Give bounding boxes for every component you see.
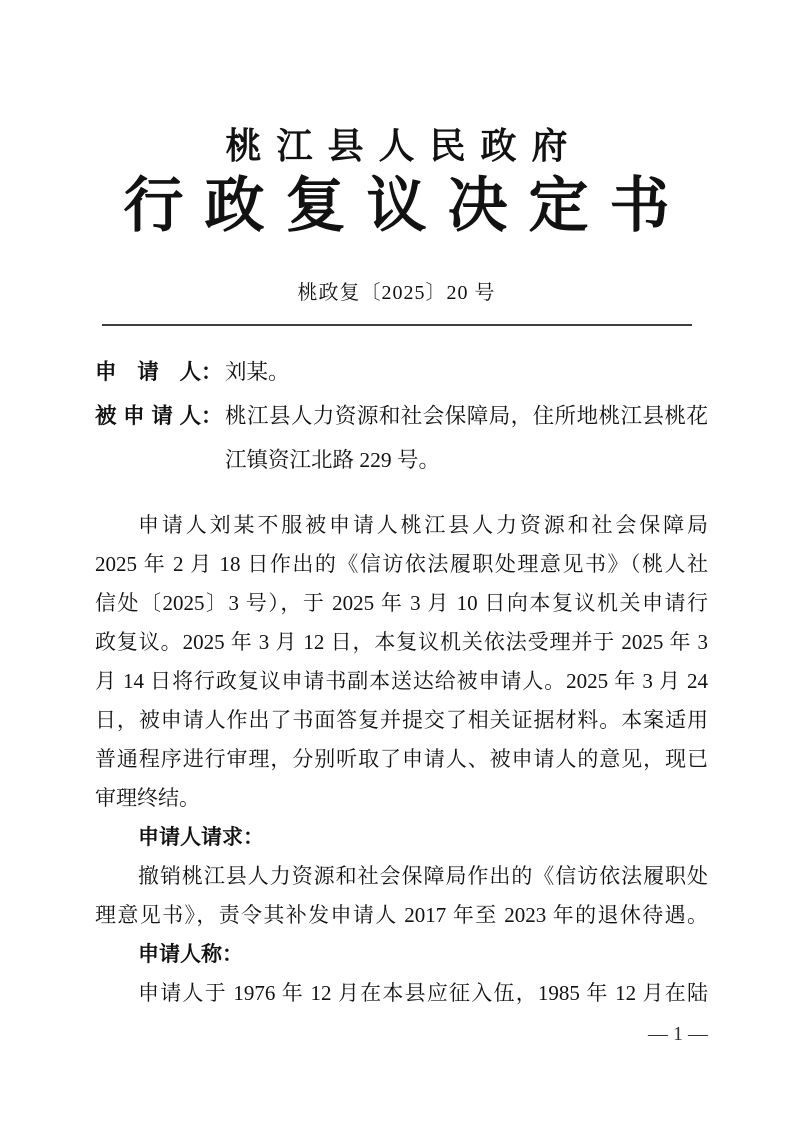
body-line: 月 14 日将行政复议申请书副本送达给被申请人。2025 年 3 月 24 <box>95 669 708 693</box>
body-line: 申请人于 1976 年 12 月在本县应征入伍，1985 年 12 月在陆 <box>138 981 708 1005</box>
section-heading-request: 申请人请求： <box>138 826 264 849</box>
issuing-authority-title: 桃江县人民政府 <box>225 126 583 166</box>
respondent-row <box>95 394 708 482</box>
parties-section <box>95 350 708 482</box>
respondent-value <box>225 394 708 482</box>
respondent-label-text: 被申请人 <box>95 404 201 428</box>
applicant-row <box>95 350 708 394</box>
respondent-address-line: 江镇资江北路 229 号。 <box>225 448 441 472</box>
body-line: 申请人刘某不服被申请人桃江县人力资源和社会保障局 <box>138 513 708 537</box>
body-line: 2025 年 2 月 18 日作出的《信访依法履职处理意见书》（桃人社 <box>95 552 708 576</box>
applicant-label-colon: ： <box>201 360 223 384</box>
body-line: 理意见书》，责令其补发申请人 2017 年至 2023 年的退休待遇。 <box>95 903 708 927</box>
body-section <box>95 506 708 1013</box>
document-title: 行政复议决定书 <box>123 172 691 239</box>
body-line: 审理终结。 <box>95 786 200 810</box>
body-line: 普通程序进行审理，分别听取了申请人、被申请人的意见，现已 <box>95 747 708 771</box>
body-line: 政复议。2025 年 3 月 12 日，本复议机关依法受理并于 2025 年 3 <box>95 630 708 654</box>
body-line: 日，被申请人作出了书面答复并提交了相关证据材料。本案适用 <box>95 708 708 732</box>
applicant-label <box>95 350 225 394</box>
body-line: 信处〔2025〕3 号），于 2025 年 3 月 10 日向本复议机关申请行 <box>95 591 708 615</box>
page-number: — 1 — <box>648 1023 708 1045</box>
applicant-name: 刘某。 <box>225 360 290 384</box>
header-divider <box>102 324 692 326</box>
document-number: 桃政复〔2025〕20 号 <box>297 282 496 304</box>
section-heading-statement: 申请人称： <box>138 943 243 966</box>
respondent-label-colon: ： <box>201 404 223 428</box>
body-line: 撤销桃江县人力资源和社会保障局作出的《信访依法履职处 <box>138 864 708 888</box>
applicant-label-text: 申请人 <box>95 360 201 384</box>
respondent-label <box>95 394 225 482</box>
applicant-value <box>225 350 708 394</box>
respondent-name-line: 桃江县人力资源和社会保障局，住所地桃江县桃花 <box>225 404 708 428</box>
